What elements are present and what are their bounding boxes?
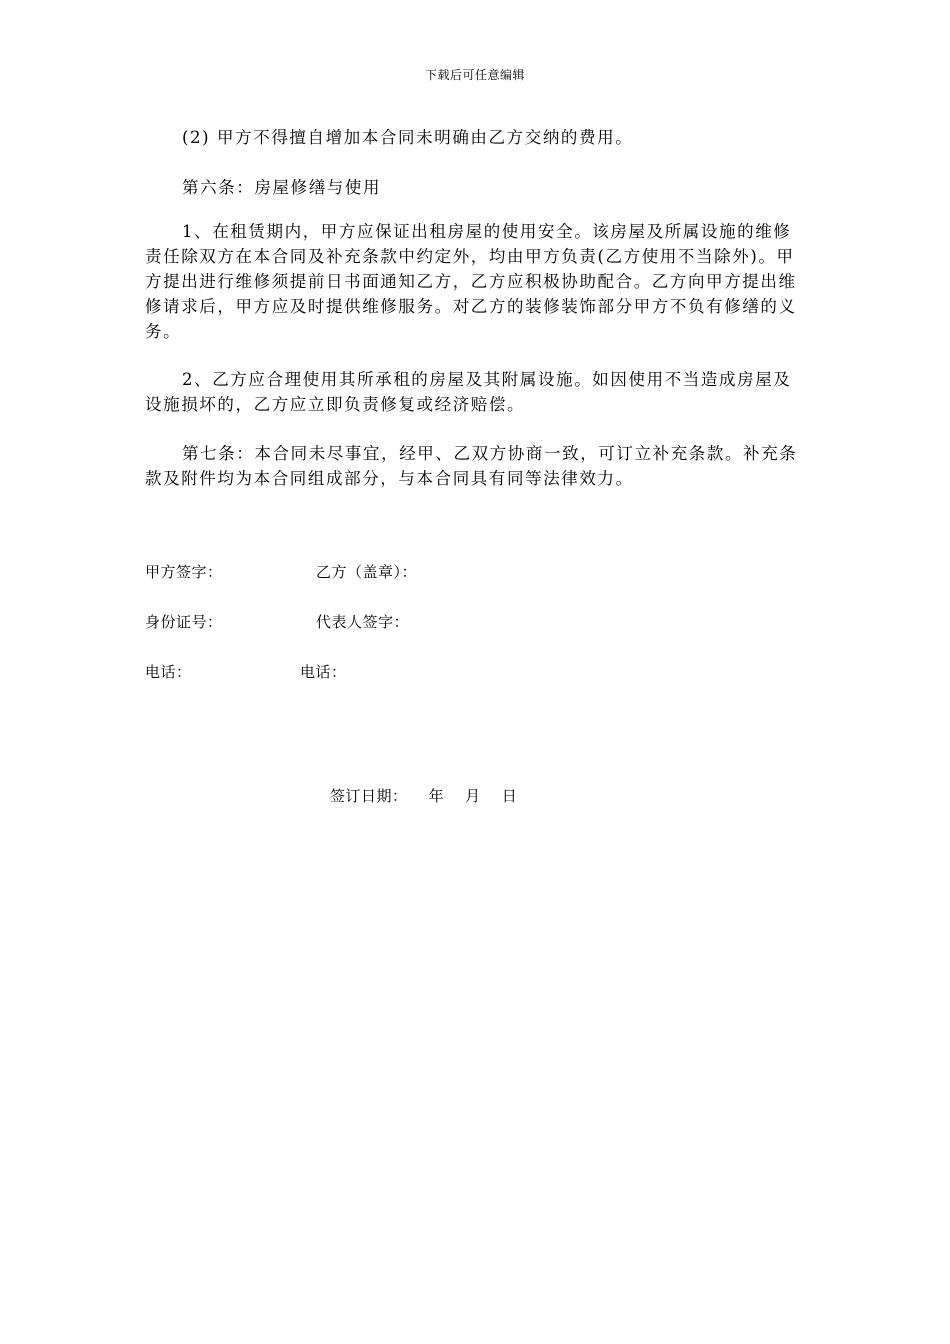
article-six-heading: 第六条：房屋修缮与使用 — [182, 178, 382, 197]
page-header: 下载后可任意编辑 — [424, 68, 525, 82]
party-a-signature-label: 甲方签字： — [145, 563, 223, 581]
party-b-seal-label: 乙方（盖章）： — [316, 563, 418, 581]
clause-paragraph-repair: 1、在租赁期内，甲方应保证出租房屋的使用安全。该房屋及所属设施的维修责任除双方在本合同及补充条款中约定外，均由甲方负责(乙方使用不当除外)。甲方提出进行维修须提前日书面通知乙方，乙方应积极协助配合。乙方向甲方提出维修请求后，甲方应及时提供维修服务。对乙方的装修装饰部分甲方不负有修缮的义务。 — [145, 222, 797, 341]
party-a-phone-label: 电话： — [145, 663, 192, 681]
article-seven-paragraph: 第七条：本合同未尽事宜，经甲、乙双方协商一致，可订立补充条款。补充条款及附件均为本合同组成部分，与本合同具有同等法律效力。 — [145, 444, 798, 488]
clause-paragraph-usage: 2、乙方应合理使用其所承租的房屋及其附属设施。如因使用不当造成房屋及设施损坏的，乙方应立即负责修复或经济赔偿。 — [145, 370, 792, 414]
party-b-representative-label: 代表人签字： — [316, 613, 410, 631]
signing-date-line: 签订日期： 年 月 日 — [330, 787, 518, 805]
party-a-id-label: 身份证号： — [145, 613, 223, 631]
party-b-phone-label: 电话： — [300, 663, 347, 681]
clause-paragraph-fees: (2) 甲方不得擅自增加本合同未明确由乙方交纳的费用。 — [182, 128, 634, 147]
